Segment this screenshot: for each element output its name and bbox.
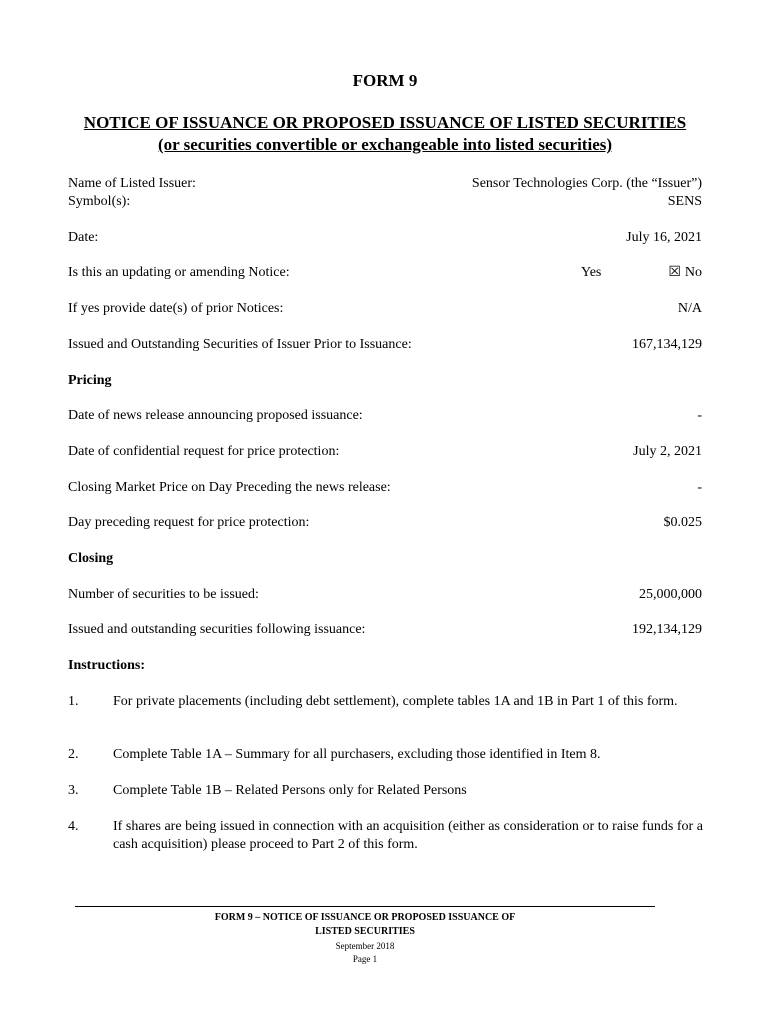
form-title: FORM 9 [352,71,418,90]
footer-line-1: FORM 9 – NOTICE OF ISSUANCE OR PROPOSED ISSUANCE OF [214,912,516,923]
instruction-text: For private placements (including debt settlement), complete tables 1A and 1B in Part 1 of this form. [113,694,678,709]
outstanding-prior-value: 167,134,129 [632,337,702,352]
day-preceding-value: $0.025 [663,515,702,530]
footer-line-2: LISTED SECURITIES [315,926,415,937]
date-label: Date: [68,230,99,245]
prior-notices-value: N/A [677,301,702,316]
closing-heading: Closing [68,551,114,566]
closing-price-value: - [697,480,702,495]
issuer-name-value: Sensor Technologies Corp. (the “Issuer”) [471,176,702,191]
instruction-text: Complete Table 1A – Summary for all purchasers, excluding those identified in Item 8. [113,747,601,762]
prior-notices-label: If yes provide date(s) of prior Notices: [68,301,284,316]
issuer-name-label: Name of Listed Issuer: [68,176,196,191]
instruction-number: 4. [68,819,79,834]
heading-line-1: NOTICE OF ISSUANCE OR PROPOSED ISSUANCE OF LISTED SECURITIES [83,113,687,132]
page-number: Page 1 [352,954,378,964]
instruction-text: Complete Table 1B – Related Persons only for Related Persons [113,783,467,798]
no-option [668,264,702,282]
instruction-text: If shares are being issued in connection with an acquisition (either as consideration or to raise funds for a cash acquisition) please proceed to Part 2 of this form. [113,819,703,852]
symbol-value: SENS [667,194,702,209]
date-value: July 16, 2021 [626,230,702,245]
instruction-number: 2. [68,747,79,762]
footer-date: September 2018 [335,941,395,951]
yes-label: Yes [581,265,602,280]
securities-to-issue-label: Number of securities to be issued: [68,587,259,602]
heading-line-2: (or securities convertible or exchangeable into listed securities) [157,135,613,154]
no-checkbox-icon: ☒ [668,265,681,280]
no-label: No [684,265,702,280]
outstanding-prior-label: Issued and Outstanding Securities of Issuer Prior to Issuance: [68,337,412,352]
symbol-label: Symbol(s): [68,194,131,209]
footer-divider [75,906,655,907]
closing-price-label: Closing Market Price on Day Preceding the news release: [68,480,391,495]
outstanding-following-value: 192,134,129 [632,622,702,637]
instructions-heading: Instructions: [68,658,146,673]
securities-to-issue-value: 25,000,000 [639,587,702,602]
amending-label: Is this an updating or amending Notice: [68,265,290,280]
outstanding-following-label: Issued and outstanding securities following issuance: [68,622,366,637]
instruction-number: 1. [68,694,79,709]
pricing-heading: Pricing [68,373,112,388]
day-preceding-label: Day preceding request for price protection: [68,515,310,530]
instruction-number: 3. [68,783,79,798]
confidential-request-value: July 2, 2021 [633,444,702,459]
confidential-request-label: Date of confidential request for price protection: [68,444,340,459]
news-release-label: Date of news release announcing proposed issuance: [68,408,363,423]
news-release-value: - [697,408,702,423]
